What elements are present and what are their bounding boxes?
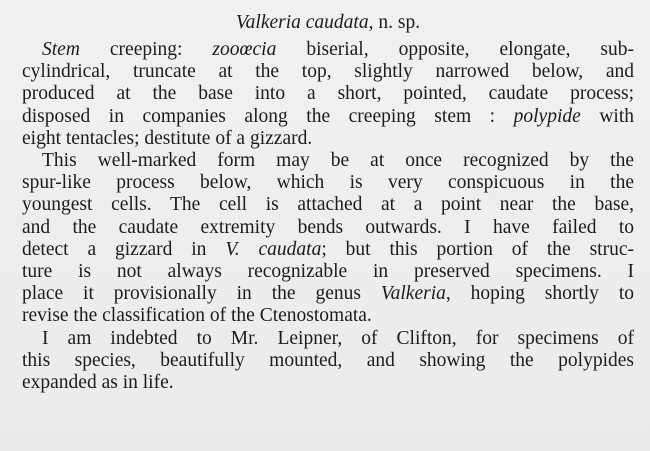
text-italic: Valkeria [380, 283, 446, 305]
text-span: disposed in companies along the creeping stem : [22, 105, 514, 127]
text-italic: Stem [42, 39, 80, 60]
text-italic: zooœcia [212, 39, 277, 60]
text-line: this species, beautifully mounted, and showing the polypides [22, 349, 634, 371]
text-line: youngest cells. The cell is attached at a point near the base, [22, 194, 634, 216]
text-line: eight tentacles; destitute of a gizzard. [22, 127, 313, 149]
description-paragraph [22, 39, 634, 150]
text-line [22, 283, 634, 305]
text-italic: polypide [513, 105, 581, 127]
text-line [22, 239, 634, 261]
species-title-italic: Valkeria caudata [235, 12, 369, 33]
text-span: with [580, 105, 635, 127]
text-line [22, 39, 634, 61]
text-line [22, 106, 634, 128]
text-span: detect a gizzard in [22, 238, 226, 260]
species-title-suffix: , n. sp. [368, 12, 421, 33]
acknowledgement-paragraph [22, 328, 634, 395]
text-span: biserial, opposite, elongate, sub- [276, 39, 635, 60]
text-line: revise the classification of the Ctenostomata. [22, 305, 372, 327]
text-line: ture is not always recognizable in preserved specimens. I [22, 261, 634, 283]
text-line: cylindrical, truncate at the top, slightly narrowed below, and [22, 61, 634, 83]
discussion-paragraph [22, 150, 634, 328]
text-span: creeping: [79, 39, 213, 60]
text-span: , hoping shortly to [445, 283, 634, 305]
text-line: and the caudate extremity bends outwards. I have failed to [22, 216, 634, 238]
text-line: I am indebted to Mr. Leipner, of Clifton, for specimens of [42, 327, 634, 349]
text-span: ; but this portion of the struc- [321, 238, 634, 260]
species-title [22, 10, 634, 36]
text-line: This well-marked form may be at once recognized by the [42, 150, 634, 172]
text-line: produced at the base into a short, pointed, caudate process; [22, 83, 634, 105]
text-line: expanded as in life. [22, 372, 174, 394]
text-span: place it provisionally in the genus [22, 283, 381, 305]
text-line: spur-like process below, which is very conspicuous in the [22, 172, 634, 194]
text-italic: V. caudata [225, 238, 322, 260]
